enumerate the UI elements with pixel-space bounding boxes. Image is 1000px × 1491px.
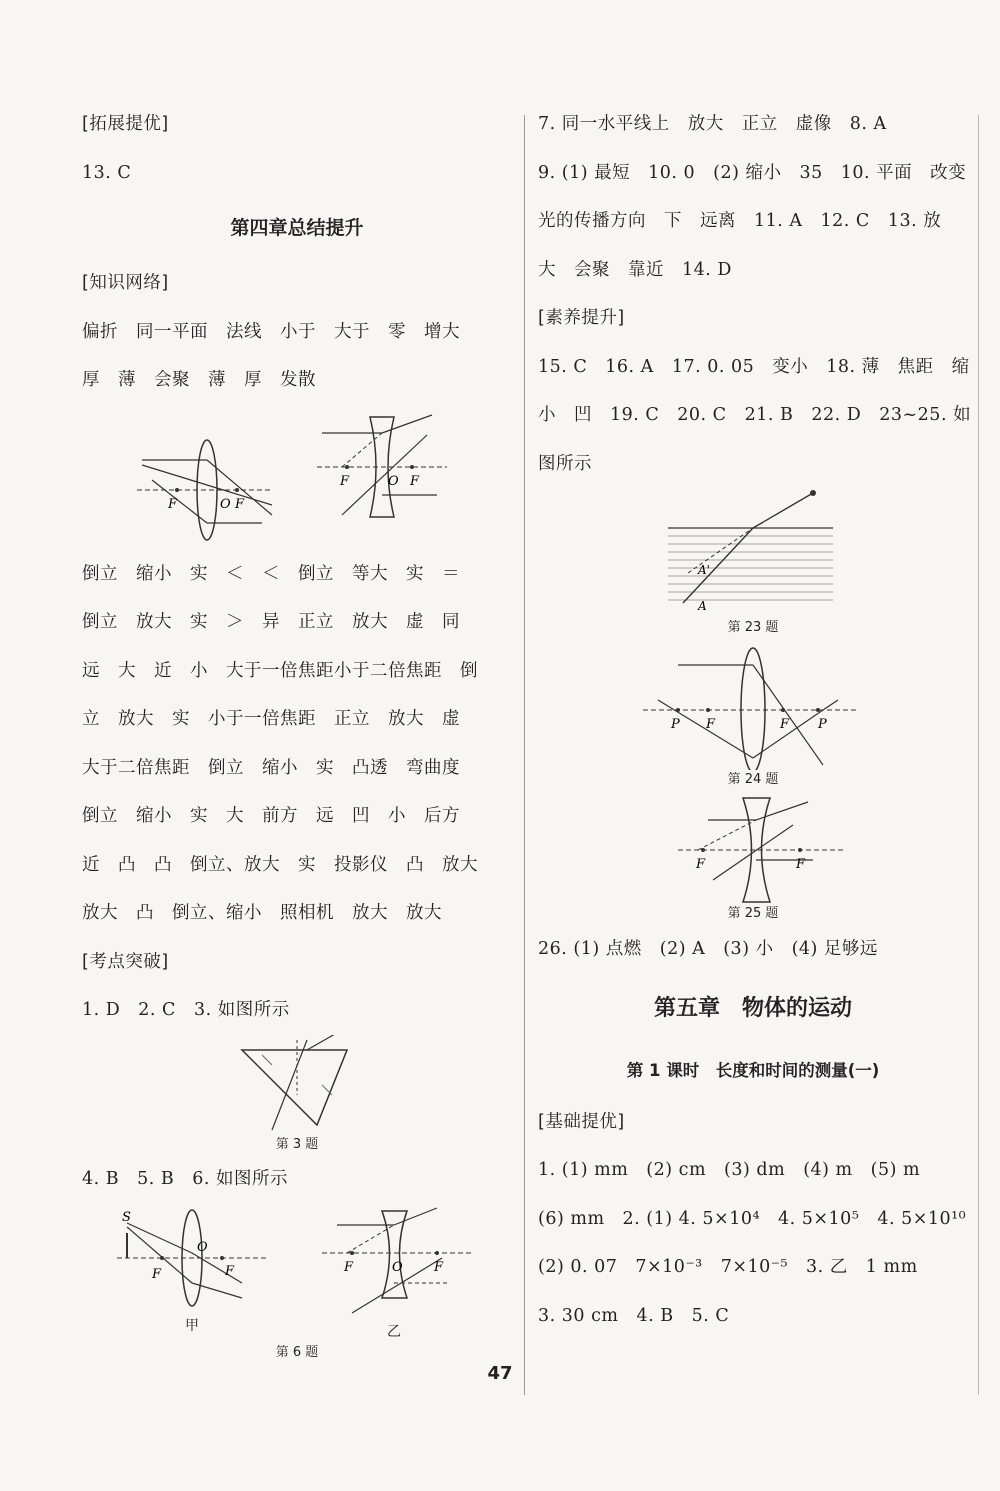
answer-line: 远 大 近 小 大于一倍焦距小于二倍焦距 倒 bbox=[82, 660, 478, 681]
svg-text:O: O bbox=[197, 1240, 208, 1255]
answer-line: 小 凹 19. C 20. C 21. B 22. D 23~25. 如 bbox=[538, 405, 972, 425]
figure-q3 bbox=[82, 1035, 512, 1155]
answer-line: 偏折 同一平面 法线 小于 大于 零 增大 bbox=[82, 321, 460, 342]
figure-q25 bbox=[538, 790, 968, 925]
figure-q6 bbox=[82, 1203, 512, 1363]
lesson-title: 第 1 课时 长度和时间的测量(一) bbox=[626, 1060, 880, 1080]
svg-text:F: F bbox=[344, 1260, 354, 1275]
answer-line: 图所示 bbox=[538, 453, 592, 474]
answer-line: 3. 30 cm 4. B 5. C bbox=[538, 1305, 730, 1326]
svg-text:F: F bbox=[696, 857, 706, 872]
figure-label-jia: 甲 bbox=[185, 1318, 199, 1334]
figure-q24 bbox=[538, 640, 968, 790]
svg-text:O: O bbox=[392, 1260, 403, 1275]
svg-text:F: F bbox=[340, 473, 350, 489]
section-heading: [知识网络] bbox=[82, 273, 169, 293]
section-heading: [基础提优] bbox=[538, 1111, 625, 1132]
answer-line: 倒立 放大 实 ＞ 异 正立 放大 虚 同 bbox=[82, 612, 460, 632]
answer-line: 15. C 16. A 17. 0. 05 变小 18. 薄 焦距 缩 bbox=[538, 356, 970, 377]
answer-line: 光的传播方向 下 远离 11. A 12. C 13. 放 bbox=[538, 211, 942, 231]
answer-line: 26. (1) 点燃 (2) A (3) 小 (4) 足够远 bbox=[538, 939, 878, 959]
svg-text:P: P bbox=[671, 717, 680, 732]
svg-text:A: A bbox=[698, 599, 707, 613]
svg-text:F: F bbox=[434, 1260, 444, 1275]
section-heading: [素养提升] bbox=[538, 308, 625, 328]
svg-text:O: O bbox=[388, 473, 399, 489]
right-column bbox=[538, 100, 972, 1340]
refraction-diagram-svg bbox=[538, 488, 968, 618]
section-heading: [拓展提优] bbox=[82, 114, 169, 134]
figure-caption: 第 6 题 bbox=[275, 1345, 319, 1360]
svg-text:F: F bbox=[168, 496, 178, 512]
answer-line: (6) mm 2. (1) 4. 5×10⁴ 4. 5×10⁵ 4. 5×10¹⁰ bbox=[538, 1208, 967, 1229]
left-column bbox=[82, 100, 512, 1363]
answer-line: (2) 0. 07 7×10⁻³ 7×10⁻⁵ 3. 乙 1 mm bbox=[538, 1257, 918, 1277]
answer-line: 倒立 缩小 实 ＜ ＜ 倒立 等大 实 ＝ bbox=[82, 563, 460, 584]
answer-line: 放大 凸 倒立、缩小 照相机 放大 放大 bbox=[82, 903, 442, 923]
figure-caption: 第 25 题 bbox=[727, 906, 779, 921]
svg-text:F: F bbox=[780, 717, 790, 732]
answer-line: 7. 同一水平线上 放大 正立 虚像 8. A bbox=[538, 114, 887, 134]
page-number: 47 bbox=[487, 1363, 513, 1384]
answer-line: 大 会聚 靠近 14. D bbox=[538, 259, 732, 280]
column-divider bbox=[524, 115, 525, 1395]
svg-text:F: F bbox=[225, 1264, 235, 1279]
answer-line: 大于二倍焦距 倒立 缩小 实 凸透 弯曲度 bbox=[82, 757, 460, 778]
chapter-title: 第五章 物体的运动 bbox=[653, 995, 852, 1021]
column-divider-right bbox=[978, 115, 979, 1395]
answer-line: 1. (1) mm (2) cm (3) dm (4) m (5) m bbox=[538, 1160, 921, 1180]
lens-diagram-network bbox=[82, 405, 512, 550]
lens-diagrams-q6-svg bbox=[82, 1203, 512, 1333]
answer-line: 9. (1) 最短 10. 0 (2) 缩小 35 10. 平面 改变 bbox=[538, 162, 967, 183]
svg-text:F: F bbox=[235, 496, 245, 512]
svg-text:P: P bbox=[818, 717, 827, 732]
figure-label-yi: 乙 bbox=[387, 1324, 401, 1340]
concave-lens-q25-svg bbox=[538, 790, 968, 905]
svg-text:F: F bbox=[410, 473, 420, 489]
svg-text:S: S bbox=[122, 1210, 131, 1225]
answer-line: 4. B 5. B 6. 如图所示 bbox=[82, 1168, 288, 1189]
answer-line: 厚 薄 会聚 薄 厚 发散 bbox=[82, 370, 316, 390]
convex-lens-q24-svg bbox=[538, 640, 968, 770]
figure-q23 bbox=[538, 488, 968, 640]
prism-diagram-svg bbox=[82, 1035, 512, 1135]
answer-line: 近 凸 凸 倒立、放大 实 投影仪 凸 放大 bbox=[82, 854, 478, 875]
chapter-title: 第四章总结提升 bbox=[230, 217, 364, 239]
svg-text:F: F bbox=[152, 1267, 162, 1282]
figure-caption: 第 3 题 bbox=[275, 1136, 319, 1152]
lens-diagrams-svg bbox=[82, 405, 512, 550]
answer-line: 1. D 2. C 3. 如图所示 bbox=[82, 1000, 290, 1020]
answer-line: 倒立 缩小 实 大 前方 远 凹 小 后方 bbox=[82, 806, 460, 826]
answer-line: 立 放大 实 小于一倍焦距 正立 放大 虚 bbox=[82, 709, 460, 729]
svg-text:O: O bbox=[220, 496, 231, 512]
svg-text:F: F bbox=[796, 857, 806, 872]
figure-caption: 第 23 题 bbox=[727, 620, 779, 635]
svg-text:F: F bbox=[706, 717, 716, 732]
answer-line: 13. C bbox=[82, 162, 132, 183]
svg-text:A': A' bbox=[698, 563, 710, 577]
figure-caption: 第 24 题 bbox=[727, 772, 779, 787]
section-heading: [考点突破] bbox=[82, 951, 169, 972]
